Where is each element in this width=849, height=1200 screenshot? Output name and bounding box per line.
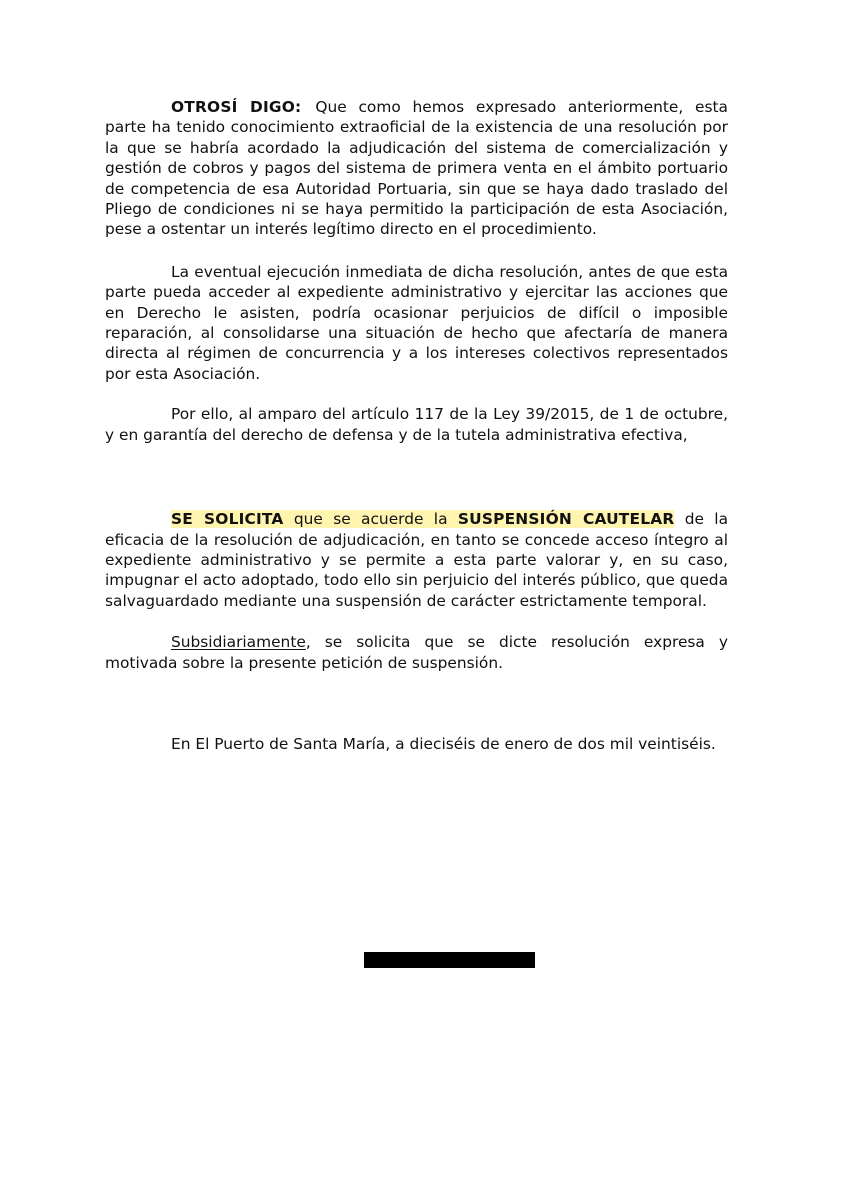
paragraph-solicita [105,509,728,611]
paragraph-amparo [105,404,728,445]
solicita-mid: que se acuerde la [283,510,458,529]
paragraph-subsidiariamente [105,632,728,673]
ejecucion-text: La eventual ejecución inmediata de dicha resolución, antes de que esta parte pueda acceder al expediente administrativo y ejercitar las acciones que en Derecho le asisten, podría ocasionar perjuicios de difícil o imposible reparación, al consolidarse una situación de hecho que afectaría de manera directa al régimen de concurrencia y a los intereses colectivos representados por esta Asociación. [105,262,728,383]
subsidiariamente-lead: Subsidiariamente [171,633,306,652]
suspension-cautelar: SUSPENSIÓN CAUTELAR [457,510,675,529]
subsidiariamente-text: , se solicita que se dicte resolución expresa y motivada sobre la presente petición de suspensión. [105,633,728,672]
lugar-fecha-text: En El Puerto de Santa María, a dieciséis de enero de dos mil veintiséis. [171,734,716,753]
otrosi-text: Que como hemos expresado anteriormente, esta parte ha tenido conocimiento extraoficial de la existencia de una resolución por la que se habría acordado la adjudicación del sistema de comercialización y gestión de cobros y pagos del sistema de primera venta en el ámbito portuario de competencia de esa Autoridad Portuaria, sin que se haya dado traslado del Pliego de condiciones ni se haya permitido la participación de esta Asociación, pese a ostentar un interés legítimo directo en el procedimiento. [105,98,728,239]
amparo-text: Por ello, al amparo del artículo 117 de la Ley 39/2015, de 1 de octubre, y en garantía del derecho de defensa y de la tutela administrativa efectiva, [105,405,728,444]
paragraph-otrosi [105,97,728,240]
redacted-signature [364,952,535,968]
solicita-lead: SE SOLICITA [171,510,284,529]
paragraph-ejecucion [105,262,728,384]
otrosi-lead: OTROSÍ DIGO: [171,98,302,116]
document-body [105,97,728,754]
paragraph-lugar-fecha [105,734,728,754]
solicita-text: de la eficacia de la resolución de adjudicación, en tanto se concede acceso íntegro al expediente administrativo y se permite a esta parte valorar y, en su caso, impugnar el acto adoptado, todo ello sin perjuicio del interés público, que queda salvaguardado mediante una suspensión de carácter estrictamente temporal. [105,510,728,610]
